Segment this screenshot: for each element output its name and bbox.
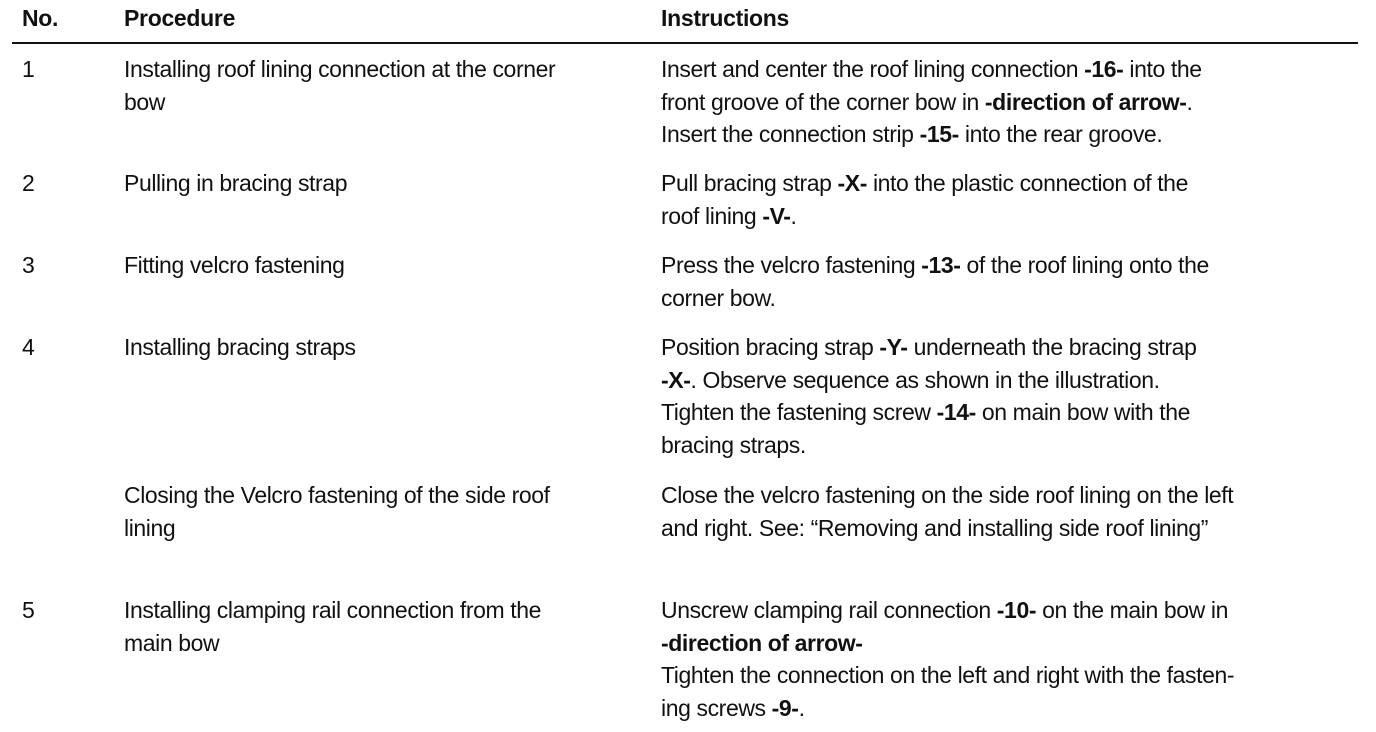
row-number: 5 (22, 597, 35, 623)
instruction-text: . Observe sequence as shown in the illustration. (690, 366, 1160, 393)
instruction-text: roof lining (661, 202, 763, 229)
reference-label: -V- (762, 202, 791, 229)
row-procedure (124, 249, 644, 282)
header-no: No. (22, 5, 59, 31)
instruction-line (661, 594, 1361, 627)
header-divider (12, 42, 1358, 44)
instruction-line (661, 659, 1361, 692)
instruction-text: into the plastic connection of the (866, 170, 1188, 196)
reference-label: -X- (661, 366, 691, 393)
reference-label: -13- (921, 252, 961, 278)
row-instructions (661, 331, 1361, 461)
reference-label: -16- (1084, 56, 1124, 82)
reference-label: -15- (919, 121, 959, 147)
instruction-text: . (1186, 88, 1193, 115)
instruction-text: Position bracing strap (661, 334, 880, 360)
procedure-line: Closing the Velcro fastening of the side roof (124, 482, 550, 508)
table-header (0, 0, 1376, 40)
instruction-line (661, 249, 1361, 282)
instruction-text: into the rear groove. (958, 121, 1163, 147)
row-instructions (661, 479, 1361, 544)
instruction-text: Press the velcro fastening (661, 252, 922, 278)
procedure-line: bow (124, 88, 165, 115)
instruction-text: . (790, 202, 797, 229)
reference-label: -Y- (879, 334, 908, 360)
instruction-text: and right. See: “Removing and installing side roof lining” (661, 514, 1209, 541)
reference-label: -10- (996, 597, 1037, 623)
instruction-text: ing screws (661, 694, 772, 721)
instruction-text: front groove of the corner bow in (661, 88, 985, 115)
row-procedure (124, 594, 644, 659)
instruction-line (661, 627, 1361, 660)
instruction-text: corner bow. (661, 284, 776, 311)
instruction-line (661, 479, 1361, 512)
instruction-line (661, 53, 1361, 86)
instruction-line (661, 364, 1361, 397)
row-procedure (124, 167, 644, 200)
instruction-text: underneath the bracing strap (907, 334, 1197, 360)
row-number: 3 (22, 252, 35, 278)
instruction-text: Insert the connection strip (661, 121, 920, 147)
reference-label: -direction of arrow- (984, 88, 1187, 115)
row-procedure (124, 331, 644, 364)
reference-label: -14- (936, 399, 976, 425)
instruction-line (661, 200, 1361, 233)
instruction-text: of the roof lining onto the (960, 252, 1209, 278)
instruction-text: on main bow with the (975, 399, 1190, 425)
row-number: 4 (22, 334, 35, 360)
row-procedure (124, 479, 644, 544)
reference-label: -9- (771, 694, 799, 721)
instruction-line (661, 429, 1361, 462)
reference-label: -direction of arrow- (661, 629, 863, 656)
instruction-line (661, 331, 1361, 364)
instruction-line (661, 512, 1361, 545)
row-instructions (661, 53, 1361, 151)
instruction-text: Insert and center the roof lining connection (661, 56, 1085, 82)
instruction-text: Pull bracing strap (661, 170, 838, 196)
procedure-line: lining (124, 514, 176, 541)
instruction-text: Tighten the fastening screw (661, 399, 937, 425)
row-procedure (124, 53, 644, 118)
row-instructions (661, 594, 1361, 724)
row-instructions (661, 249, 1361, 314)
instruction-line (661, 282, 1361, 315)
instruction-text: bracing straps. (661, 431, 806, 458)
instruction-text: Close the velcro fastening on the side roof lining on the left (661, 482, 1234, 508)
instruction-text: into the (1123, 56, 1202, 82)
row-number: 1 (22, 56, 35, 82)
instruction-line (661, 396, 1361, 429)
procedure-line: Installing roof lining connection at the corner (124, 56, 556, 82)
procedure-line: Installing clamping rail connection from the (124, 597, 542, 623)
instruction-line (661, 118, 1361, 151)
instruction-text: . (798, 694, 805, 721)
header-instructions: Instructions (661, 5, 790, 31)
instruction-line (661, 86, 1361, 119)
procedure-line: main bow (124, 629, 220, 656)
header-procedure: Procedure (124, 5, 236, 31)
procedure-line: Installing bracing straps (124, 334, 356, 360)
instruction-text: on the main bow in (1036, 597, 1228, 623)
row-instructions (661, 167, 1361, 232)
procedure-line: Pulling in bracing strap (124, 170, 348, 196)
instruction-text: Unscrew clamping rail connection (661, 597, 997, 623)
instruction-line (661, 692, 1361, 725)
row-number: 2 (22, 170, 35, 196)
reference-label: -X- (837, 170, 867, 196)
instruction-text: Tighten the connection on the left and right with the fasten- (661, 662, 1235, 688)
procedure-line: Fitting velcro fastening (124, 252, 345, 278)
instruction-line (661, 167, 1361, 200)
